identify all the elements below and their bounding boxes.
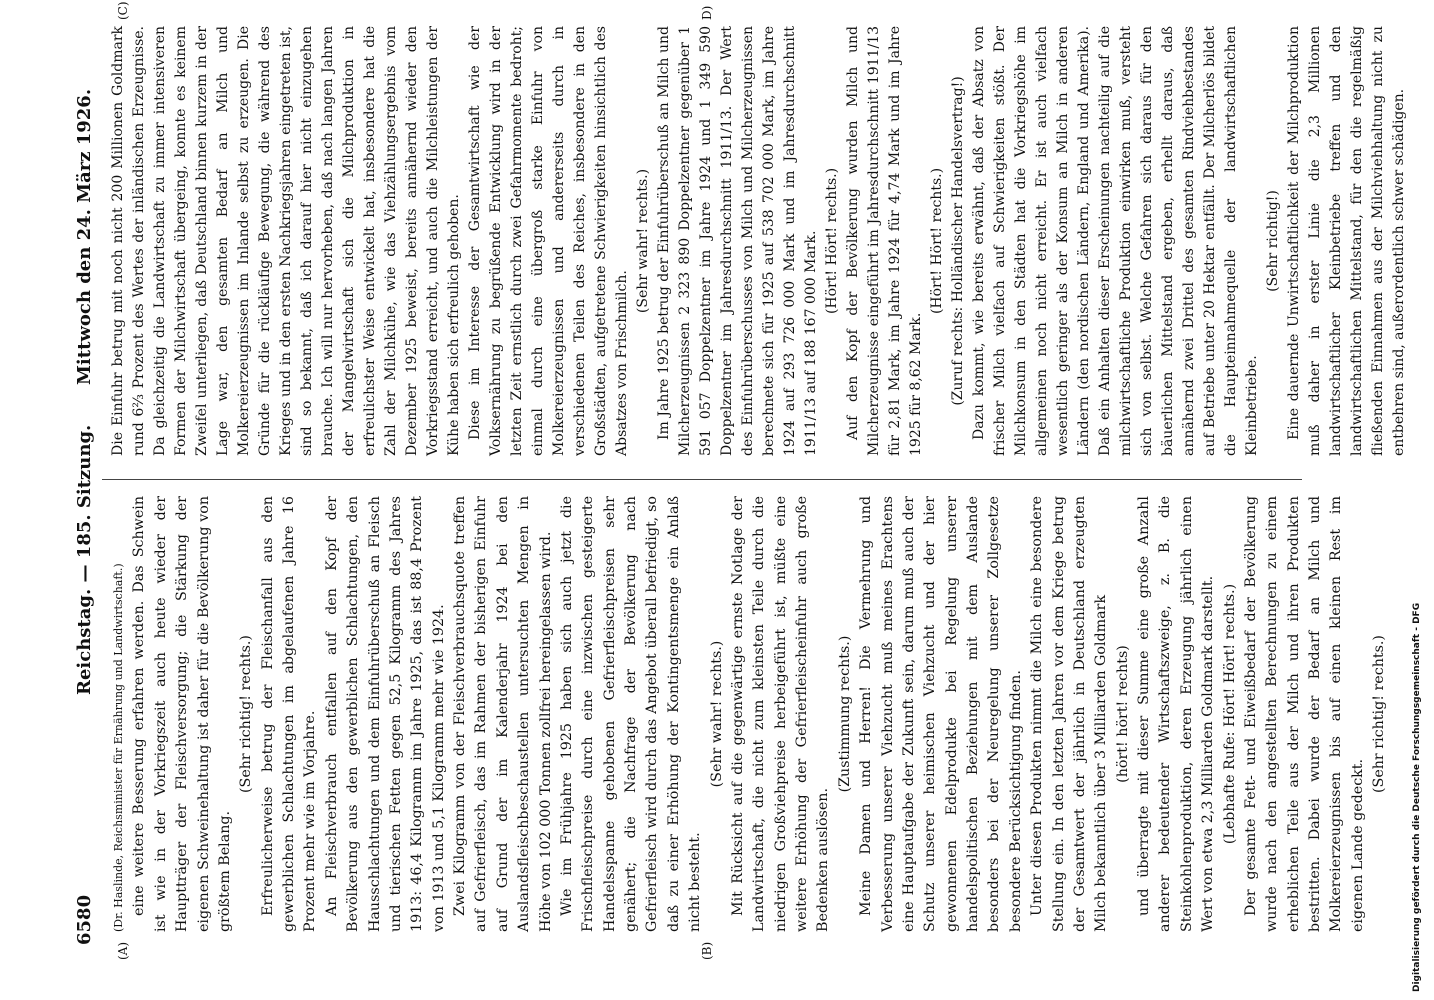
interjection: (hört! hört! rechts) <box>1114 645 1131 783</box>
paragraph: Wie im Frühjahre 1925 haben sich auch jetzt die Frischfleischpreise durch eine inzwischen gesteigerte Handelsspanne gehobenen Gefrierfleischpreisen sehr genähert; die Nachfrage der Bevölkerung nach Gefrierfleisch wird durch das Angebot überall befriedigt, so daß zu einer Erhöhung der Kontingentsmenge ein Anlaß nicht besteht. <box>558 496 704 932</box>
paragraph: Erfreulicherweise betrug der Fleischanfall aus den gewerblichen Schlachtungen im abgelaufenen Jahre 16 Prozent mehr wie im Vorjahre. <box>259 496 319 932</box>
paragraph: Die Einfuhr betrug mit noch nicht 200 Millionen Goldmark rund 6⅔ Prozent des Wertes der inländischen Erzeugnisse. Da gleichzeitig die Landwirtschaft zu immer intensiveren Formen der Milchwirtschaft übergeing, konnte es keinem Zweifel unterliegen, daß Deutschland binnen kurzem in der Lage war, den gesamten Bedarf an Milch und Molkereierzeugnissen im Inlande selbst zu erzeugen. Die Gründe für die rückläufige Bewegung, die während des Krieges und in den ersten Nachkriegsjahren eingetreten ist, sind so bekannt, daß ich darauf hier nicht einzugehen brauche. Ich will nur hervorheben, daß nach langen Jahren der Mangelwirtschaft sich die Milchproduktion in erfreulichster Weise entwickelt hat, insbesondere hat die Zahl der Milchkühe, wie das Viehzählungsergebnis vom Dezember 1925 beweist, bereits annähernd wieder den Vorkriegsstand erreicht, und auch die Milchleistungen der Kühe haben sich erfreulich gehoben. <box>110 26 462 456</box>
session-title: Reichstag. — 185. Sitzung. <box>74 424 95 695</box>
interjection: (Sehr wahr! rechts.) <box>635 168 651 314</box>
interjection: (Zustimmung rechts.) <box>836 635 853 793</box>
interjection: (Lebhafte Rufe: Hört! Hört! rechts.) <box>1221 583 1238 845</box>
paragraph: Eine dauernde Unwirtschaftlichkeit der Milchproduktion muß daher in erster Linie die 2,3 Millionen landwirtschaftlicher Kleinbetriebe treffen und den landwirtschaftlichen Mittelstand, für den die regelmäßig fließenden Einnahmen aus der Milchviehhaltung nicht zu entbehren sind, außerordentlich schwer schädigen. <box>1286 26 1407 456</box>
paragraph: Unter diesen Produkten nimmt die Milch eine besondere Stellung ein. In den letzten Jahren vor dem Kriege betrug der Gesamtwert der jährlich in Deutschland erzeugten Milch bekanntlich über 3 Milliarden Goldmark <box>1029 496 1110 932</box>
paragraph: und überragte mit dieser Summe eine große Anzahl anderer bedeutender Wirtschaftszweige, z. B. die Steinkohlenproduktion, deren Erzeugung jährlich einen Wert von etwa 2,3 Milliarden Goldmark darstellt. <box>1136 496 1217 932</box>
right-text-column <box>108 26 1410 456</box>
interjection: (Sehr richtig! rechts.) <box>1371 635 1388 793</box>
interjection: (Sehr richtig!) <box>1265 190 1281 292</box>
paragraph: eine weitere Besserung erfahren werden. Das Schwein ist wie in der Vorkriegszeit auch heute wieder der Hauptträger der Fleischversorgung; die Stärkung der eigenen Schweinehaltung ist daher für die Bevölkerung von größtem Belang. <box>131 496 233 932</box>
paragraph: Meine Damen und Herren! Die Vermehrung und Verbesserung unserer Viehzucht muß meines Erachtens eine Hauptaufgabe der Zukunft sein, darum muß auch der Schutz unserer heimischen Viehzucht und der hier gewonnenen Edelprodukte bei Regelung unserer handelspolitischen Beziehungen mit dem Auslande besonders bei der Neuregelung unserer Zollgesetze besondere Berücksichtigung finden. <box>858 496 1024 932</box>
page-header <box>68 55 102 945</box>
credit-text: Digitalisierung gefördert durch die Deutsche Forschungsgemeinschaft - DFG <box>1412 602 1422 992</box>
paragraph: Diese im Interesse der Gesamtwirtschaft wie der Volksernährung zu begrüßende Entwicklung wird in der letzten Zeit ernstlich durch zwei Gefahrmomente bedroht; einmal durch eine übergroß starke Einfuhr von Molkereierzeugnissen und andererseits durch in verschiedenen Teilen des Reiches, insbesondere in den Großstädten, aufgetretene Schwierigkeiten hinsichtlich des Absatzes von Frischmilch. <box>467 26 630 456</box>
margin-mark-c: (C) <box>116 1 130 20</box>
paragraph: Der gesamte Fett- und Eiweißbedarf der Bevölkerung wurde nach den angestellten Berechnungen zu einem erheblichen Teile aus der Milch und ihren Produkten bestritten. Dabei wurde der Bedarf an Milch und Molkereierzeugnissen bis auf einen kleinen Rest im eigenen Lande gedeckt. <box>1242 496 1366 932</box>
interjection: (Sehr wahr! rechts.) <box>708 640 725 788</box>
column-divider <box>102 479 1302 480</box>
paragraph: Auf den Kopf der Bevölkerung wurden Milch und Milcherzeugnisse eingeführt im Jahresdurchschnitt 1911/13 für 2,81 Mark, im Jahre 1924 für 4,74 Mark und im Jahre 1925 für 8,62 Mark. <box>845 26 924 456</box>
speaker-note: (Dr. Haslinde, Reichsminister für Ernährung und Landwirtschaft.) <box>112 563 125 932</box>
left-text-column <box>108 496 1391 932</box>
interjection: (Sehr richtig! rechts.) <box>238 635 255 793</box>
interjection: (Hört! Hört! rechts.) <box>824 167 840 315</box>
margin-mark-a: (A) <box>116 941 130 960</box>
session-date: Mittwoch den 24. März 1926. <box>74 88 95 385</box>
interjection: (Hört! Hört! rechts.) <box>929 167 945 315</box>
interjection: (Zuruf rechts: Holländischer Handelsvertrag!) <box>950 76 966 406</box>
page-number: 6580 <box>74 894 95 945</box>
paragraph: Mit Rücksicht auf die gegenwärtige ernste Notlage der Landwirtschaft, die nicht zum kleinsten Teile durch die niedrigen Großviehpreise herbeigeführt ist, müßte eine weitere Erhöhung der Gefrierfleischeinfuhr auch große Bedenken auslösen. <box>729 496 832 932</box>
paragraph: An Fleischverbrauch entfallen auf den Kopf der Bevölkerung aus den gewerblichen Schlachtungen, den Hausschlachtungen und dem Einfuhrüberschuß an Fleisch und tierischen Fetten gegen 52,5 Kilogramm des Jahres 1913: 46,4 Kilogramm im Jahre 1925, das ist 88,4 Prozent von 1913 und 5,1 Kilogramm mehr wie 1924. <box>323 496 447 932</box>
digitization-credit <box>1412 8 1432 992</box>
margin-mark-b: (B) <box>700 941 714 960</box>
margin-mark-d: D) <box>700 5 714 20</box>
paragraph: Dazu kommt, wie bereits erwähnt, daß der Absatz von frischer Milch vielfach auf Schwierigkeiten stößt. Der Milchkonsum in den Städten hat die Vorkriegshöhe im allgemeinen noch nicht erreicht. Er ist auch vielfach wesentlich geringer als der Konsum an Milch in anderen Ländern (den nordischen Ländern, England und Amerika). Daß ein Anhalten dieser Erscheinungen nachteilig auf die milchwirtschaftliche Produktion einwirken muß, versteht sich von selbst. Welche Gefahren sich daraus für den bäuerlichen Mittelstand ergeben, erhellt daraus, daß annähernd zwei Drittel des gesamten Rindviehbestandes auf Betriebe unter 20 Hektar entfällt. Der Milcherlös bildet die Haupteinnahmequelle der landwirtschaftlichen Kleinbetriebe. <box>971 26 1260 456</box>
paragraph: Zwei Kilogramm von der Fleischverbrauchsquote treffen auf Gefrierfleisch, das im Rahmen der bisherigen Einfuhr auf Grund der im Kalenderjahr 1924 bei den Auslandsfleischbeschaustellen untersuchten Mengen in Höhe von 102 000 Tonnen zollfrei hereingelassen wird. <box>452 496 554 932</box>
paragraph: Im Jahre 1925 betrug der Einfuhrüberschuß an Milch und Milcherzeugnissen 2 323 890 Doppelzentner gegenüber 1 591 057 Doppelzentner im Jahre 1924 und 1 349 590 Doppelzentner im Jahresdurchschnitt 1911/13. Der Wert des Einfuhrüberschusses von Milch und Milcherzeugnissen berechnete sich für 1925 auf 538 702 000 Mark, im Jahre 1924 auf 293 726 000 Mark und im Jahresdurchschnitt 1911/13 auf 188 167 000 Mark. <box>656 26 819 456</box>
